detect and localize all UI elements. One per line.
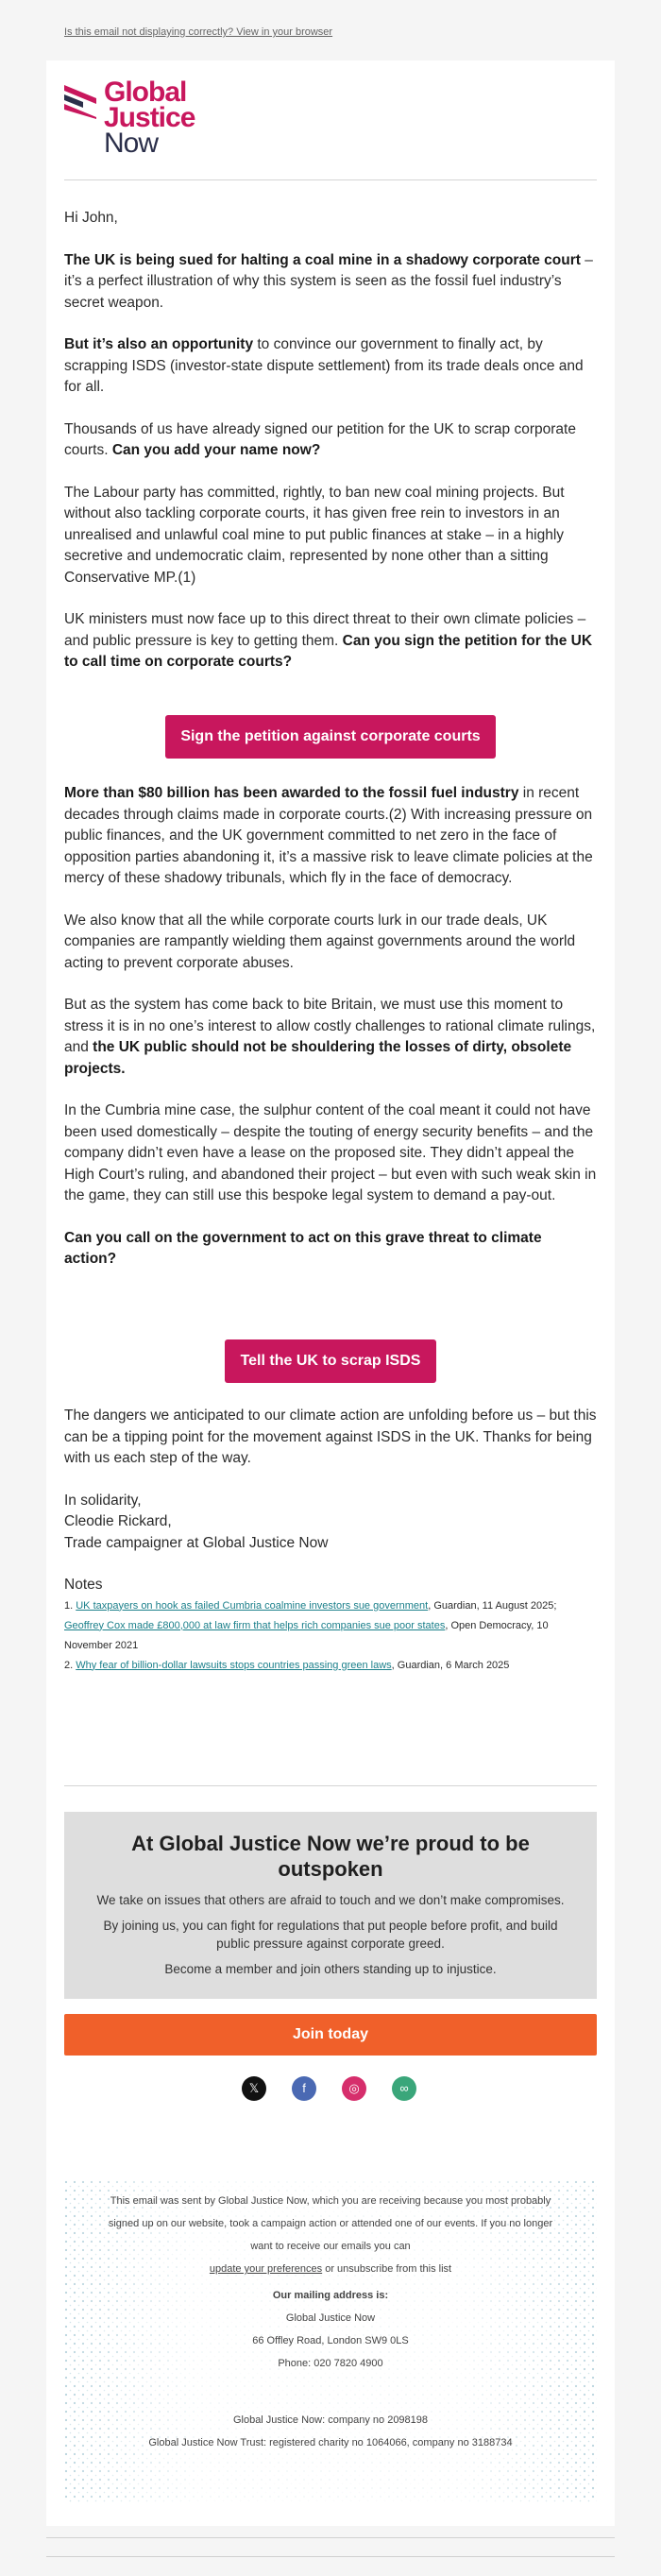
instagram-icon[interactable]: ◎ <box>342 2076 366 2101</box>
sign-petition-button[interactable]: Sign the petition against corporate courts <box>165 715 496 759</box>
paragraph-6: More than $80 billion has been awarded to the fossil fuel industry in recent decades through claims made in corporate courts.(2) With increasing pressure on public finances, and the UK government committed to net zero in the face of opposition parties abandoning it, it’s a massive risk to leave climate policies at the mercy of these shadowy tribunals, which fly in the face of democracy. <box>64 785 593 886</box>
signer-name: Cleodie Rickard, <box>64 1513 172 1529</box>
membership-promo <box>64 1812 597 1999</box>
note-1-link-guardian[interactable]: UK taxpayers on hook as failed Cumbria coalmine investors sue government <box>76 1599 429 1612</box>
promo-heading: At Global Justice Now we’re proud to be outspoken <box>131 1832 530 1881</box>
paragraph-2: But it’s also an opportunity to convince our government to finally act, by scrapping ISDS (investor-state dispute settlement) from its trade deals once and for all. <box>64 336 584 395</box>
paragraph-8: But as the system has come back to bite Britain, we must use this moment to stress it is in no one’s interest to allow costly challenges to rational climate rulings, and the UK public should not be shouldering the losses of dirty, obsolete projects. <box>64 997 596 1077</box>
letter-content <box>64 208 597 674</box>
content-divider <box>64 1785 597 1786</box>
footer-trust: Global Justice Now Trust: registered charity no 1064066, company no 3188734 <box>148 2437 513 2448</box>
footer-phone: Phone: 020 7820 4900 <box>278 2358 383 2369</box>
link-icon[interactable]: ∞ <box>392 2076 416 2101</box>
letter-closing <box>64 1406 597 1676</box>
greeting: Hi John, <box>64 210 118 226</box>
paragraph-4: The Labour party has committed, rightly, to ban new coal mining projects. But without also tackling corporate courts, it has given free rein to investors in an unrealised and unlawful coal mine to put public finances at stake – in a highly secretive and undemocratic claim, represented by none other than a sitting Conservative MP.(1) <box>64 484 565 586</box>
header-divider <box>64 179 597 180</box>
signer-role: Trade campaigner at Global Justice Now <box>64 1534 329 1551</box>
notes-list <box>64 1596 597 1676</box>
footer-disclaimer: This email was sent by Global Justice Now, which you are receiving because you most probably signed up on our website, took a campaign action or attended one of our events. If you no longer want to receive our emails you can update your preferences or unsubscribe from this list <box>108 2195 553 2275</box>
promo-line-2: By joining us, you can fight for regulations that put people before profit, and build public pressure against corporate greed. <box>103 1919 558 1951</box>
preheader <box>0 0 661 60</box>
brand-logo[interactable] <box>64 76 225 162</box>
note-2: 2. Why fear of billion-dollar lawsuits stops countries passing green laws, Guardian, 6 March 2025 <box>64 1659 510 1671</box>
signoff: In solidarity, <box>64 1492 142 1509</box>
footer-company: Global Justice Now: company no 2098198 <box>232 2414 429 2426</box>
note-1-link-opendemocracy[interactable]: Geoffrey Cox made £800,000 at law firm that helps rich companies sue poor states <box>64 1619 446 1631</box>
paragraph-5: UK ministers must now face up to this direct threat to their own climate policies – and public pressure is key to getting them. Can you sign the petition for the UK to call time on corporate courts? <box>64 611 593 670</box>
paragraph-7: We also know that all the while corporate courts lurk in our trade deals, UK companies are rampantly wielding them against governments around the world acting to prevent corporate abuses. <box>64 912 576 971</box>
paragraph-3: Thousands of us have already signed our petition for the UK to scrap corporate courts. Can you add your name now? <box>64 420 576 458</box>
logo-wordmark: Global Justice Now <box>104 77 195 159</box>
footer-org: Global Justice Now <box>285 2312 376 2324</box>
email-body <box>46 60 615 2526</box>
notes-title: Notes <box>64 1577 103 1593</box>
paragraph-9: In the Cumbria mine case, the sulphur content of the coal meant it could not have been used domestically – despite the touting of energy security benefits – and the company didn’t even have a lease on the proposed site. They didn’t appeal the High Court’s ruling, and abandoned their project – but even with such weak skin in the game, they can still use this bespoke legal system to demand a pay-out. <box>64 1102 597 1203</box>
paragraph-10: Can you call on the government to act on this grave threat to climate action? <box>64 1229 542 1267</box>
footer-address: 66 Offley Road, London SW9 0LS <box>252 2335 409 2346</box>
facebook-icon[interactable]: f <box>292 2076 316 2101</box>
promo-line-3: Become a member and join others standing up to injustice. <box>164 1962 497 1976</box>
footer <box>64 2180 597 2503</box>
promo-line-1: We take on issues that others are afraid to touch and we don’t make compromises. <box>96 1893 565 1907</box>
logo-chevron-icon <box>64 81 96 119</box>
paragraph-11: The dangers we anticipated to our climate action are unfolding before us – but this can be a tipping point for the movement against ISDS in the UK. Thanks for being with us each step of the way. <box>64 1407 597 1466</box>
view-in-browser-link[interactable]: Is this email not displaying correctly? View in your browser <box>64 26 333 38</box>
x-icon[interactable]: 𝕏 <box>242 2076 266 2101</box>
bottom-divider <box>46 2537 615 2538</box>
bottom-divider-2 <box>46 2556 615 2557</box>
update-preferences-link[interactable]: update your preferences <box>209 2263 323 2275</box>
note-1: 1. UK taxpayers on hook as failed Cumbria coalmine investors sue government, Guardian, 11 August 2025; Geoffrey Cox made £800,000 at law firm that helps rich companies sue poor states, Open Democracy, 10 November 2021 <box>64 1599 557 1651</box>
letter-content-2 <box>64 783 597 1271</box>
join-today-button[interactable]: Join today <box>64 2014 597 2056</box>
scrap-isds-button[interactable]: Tell the UK to scrap ISDS <box>225 1339 436 1383</box>
paragraph-1: The UK is being sued for halting a coal mine in a shadowy corporate court – it’s a perfect illustration of why this system is seen as the fossil fuel industry’s secret weapon. <box>64 251 593 311</box>
mailing-address-label: Our mailing address is: <box>272 2290 389 2301</box>
note-2-link-guardian[interactable]: Why fear of billion-dollar lawsuits stops countries passing green laws <box>76 1659 392 1671</box>
